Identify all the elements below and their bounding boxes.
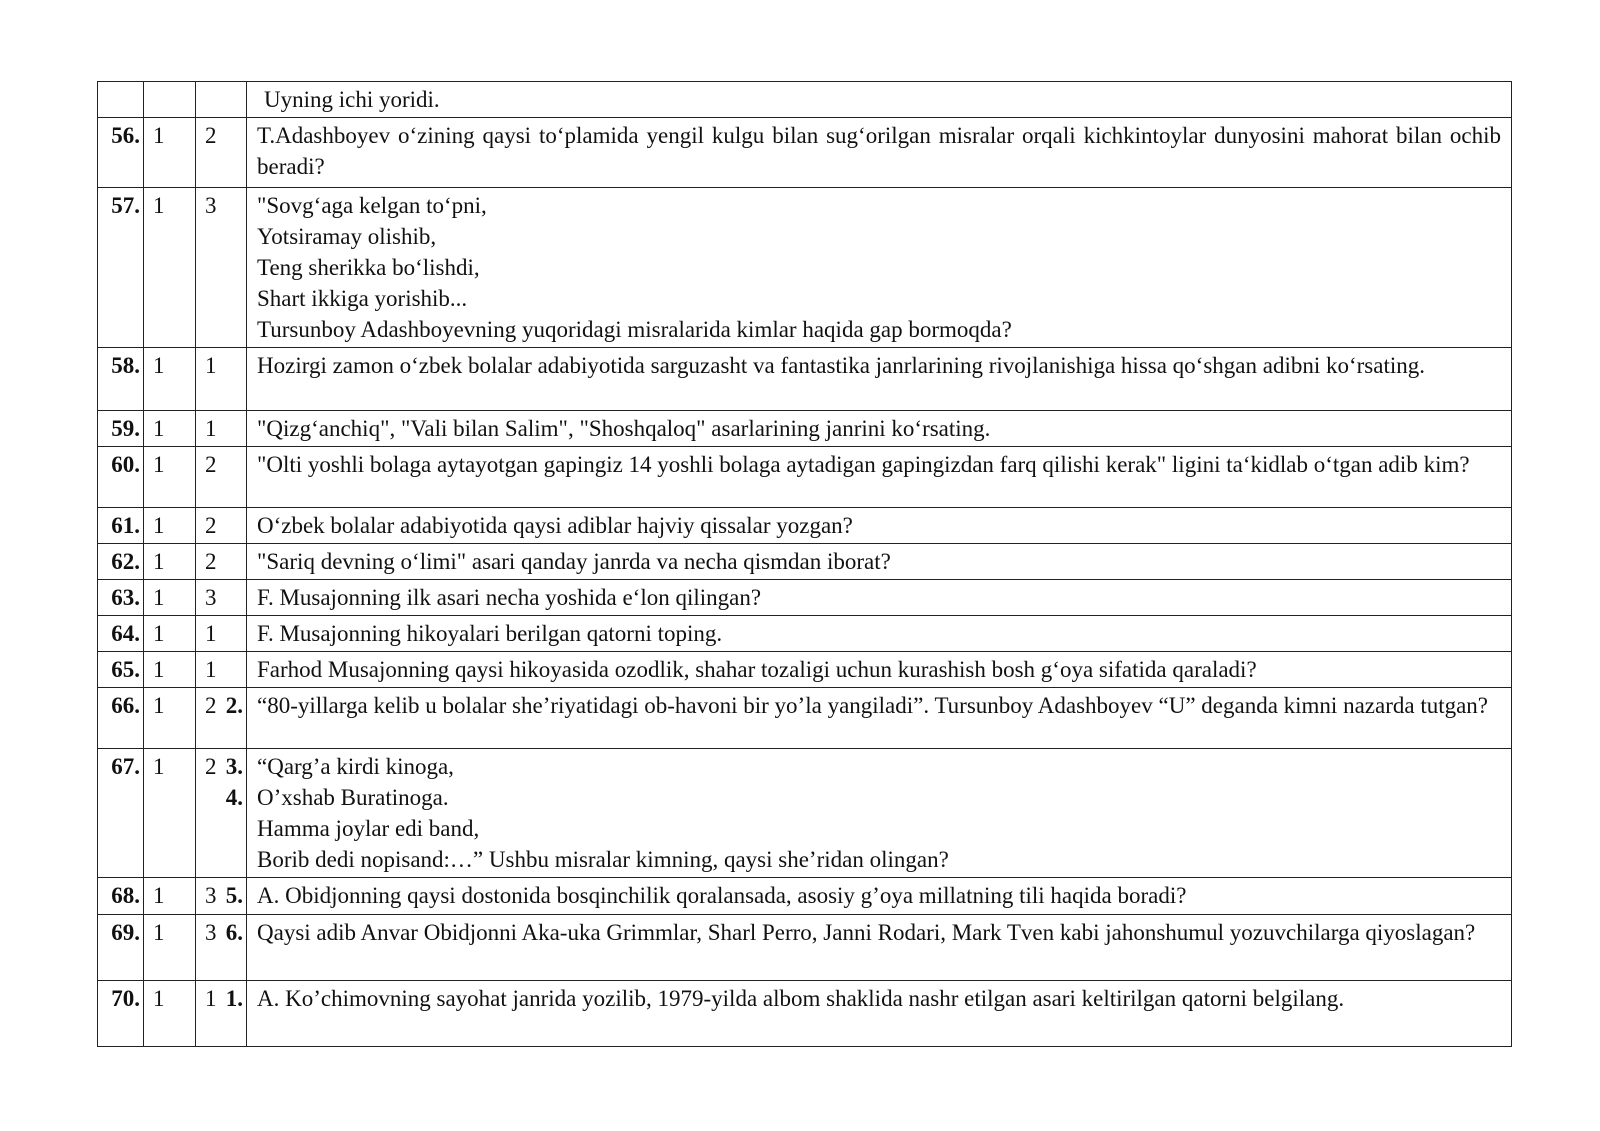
question-level: 1 [144,688,196,749]
question-difficulty-cell [196,118,247,188]
question-text-cell [247,915,1512,981]
question-text-cell [247,411,1512,447]
question-text: F. Musajonning ilk asari necha yoshida e‘lon qilingan? [257,585,762,610]
list-marker: 3. [225,754,243,779]
table-row [98,580,1512,616]
question-number: 58. [98,348,144,411]
question-difficulty: 1 [205,986,217,1011]
table-row [98,82,1512,118]
question-number: 60. [98,447,144,508]
question-text-cell [247,580,1512,616]
question-difficulty-cell [196,447,247,508]
table-row [98,508,1512,544]
question-text: Farhod Musajonning qaysi hikoyasida ozodlik, shahar tozaligi uchun kurashish bosh g‘oya sifatida qaraladi? [257,657,1257,682]
question-level: 1 [144,447,196,508]
question-level: 1 [144,981,196,1047]
question-text-cell [247,447,1512,508]
question-difficulty: 1 [205,416,217,441]
question-difficulty-cell [196,544,247,580]
question-number: 66. [98,688,144,749]
question-line: Borib dedi nopisand:…” Ushbu misralar kimning, qaysi she’ridan olingan? [257,847,949,872]
question-line: Tursunboy Adashboyevning yuqoridagi misralarida kimlar haqida gap bormoqda? [257,317,1012,342]
question-difficulty: 1 [205,621,217,646]
question-level: 1 [144,348,196,411]
question-text-cell [247,82,1512,118]
question-line: Yotsiramay olishib, [257,224,437,249]
table-row [98,652,1512,688]
question-number: 65. [98,652,144,688]
question-number: 64. [98,616,144,652]
question-level: 1 [144,118,196,188]
question-text-cell [247,118,1512,188]
question-text: T.Adashboyev o‘zining qaysi to‘plamida yengil kulgu bilan sug‘orilgan misralar orqali kichkintoylar dunyosini mahorat bilan ochib beradi? [257,123,1501,179]
question-level: 1 [144,411,196,447]
question-difficulty-cell [196,915,247,981]
question-text: O‘zbek bolalar adabiyotida qaysi adiblar hajviy qissalar yozgan? [257,513,853,538]
question-number: 59. [98,411,144,447]
question-number: 68. [98,878,144,915]
question-number: 63. [98,580,144,616]
question-text-cell [247,544,1512,580]
question-line: “Qarg’a kirdi kinoga, [257,754,454,779]
table-row [98,447,1512,508]
question-difficulty-cell [196,348,247,411]
table-row [98,348,1512,411]
question-text-cell [247,749,1512,878]
question-text: “80-yillarga kelib u bolalar she’riyatidagi ob-havoni bir yo’la yangiladi”. Tursunboy Adashboyev “U” deganda kimni nazarda tutgan? [257,693,1489,718]
question-line: O’xshab Buratinoga. [257,785,449,810]
question-difficulty-cell [196,580,247,616]
question-text-cell [247,348,1512,411]
question-difficulty-cell [196,749,247,878]
table-row [98,915,1512,981]
questions-table-body [98,82,1512,1047]
question-level: 1 [144,508,196,544]
question-difficulty: 3 [205,883,217,908]
table-row [98,981,1512,1047]
question-level: 1 [144,188,196,348]
question-text-cell [247,188,1512,348]
question-difficulty: 2 [205,513,217,538]
question-level: 1 [144,652,196,688]
question-difficulty-cell [196,878,247,915]
question-difficulty: 3 [205,920,217,945]
question-text: "Olti yoshli bolaga aytayotgan gapingiz 14 yoshli bolaga aytadigan gapingizdan farq qilishi kerak" ligini ta‘kidlab o‘tgan adib kim? [257,452,1470,477]
question-text-cell [247,652,1512,688]
question-difficulty: 3 [205,193,217,218]
question-difficulty-cell [196,981,247,1047]
question-number: 69. [98,915,144,981]
question-text: "Sariq devning o‘limi" asari qanday janrda va necha qismdan iborat? [257,549,891,574]
question-level: 1 [144,749,196,878]
table-row [98,118,1512,188]
question-text: A. Obidjonning qaysi dostonida bosqinchilik qoralansada, asosiy g’oya millatning tili haqida boradi? [257,883,1187,908]
question-level: 1 [144,544,196,580]
question-level: 1 [144,915,196,981]
question-line: "Sovg‘aga kelgan to‘pni, [257,193,487,218]
question-line: Hamma joylar edi band, [257,816,480,841]
question-difficulty-cell [196,188,247,348]
question-difficulty: 3 [205,585,217,610]
question-level: 1 [144,580,196,616]
question-number: 62. [98,544,144,580]
question-text-cell [247,688,1512,749]
question-text: A. Ko’chimovning sayohat janrida yozilib, 1979-yilda albom shaklida nashr etilgan asari keltirilgan qatorni belgilang. [257,986,1345,1011]
question-difficulty: 2 [205,693,217,718]
question-difficulty: 1 [205,353,217,378]
list-marker: 2. [225,693,243,718]
question-text-cell [247,508,1512,544]
question-difficulty: 2 [205,123,217,148]
table-row [98,411,1512,447]
list-marker: 1. [225,986,243,1011]
question-difficulty: 2 [205,549,217,574]
question-difficulty-cell [196,688,247,749]
question-text-cell [247,878,1512,915]
table-row [98,688,1512,749]
question-line: Shart ikkiga yorishib... [257,286,468,311]
question-difficulty: 2 [205,452,217,477]
question-number: 61. [98,508,144,544]
questions-table [97,81,1512,1047]
question-text: Hozirgi zamon o‘zbek bolalar adabiyotida sarguzasht va fantastika janrlarining rivojlanishiga hissa qo‘shgan adibni ko‘rsating. [257,353,1425,378]
question-difficulty-cell [196,411,247,447]
question-level: 1 [144,878,196,915]
question-line: Uyning ichi yoridi. [264,87,440,112]
question-difficulty-cell [196,508,247,544]
list-marker: 5. [225,883,243,908]
question-text-cell [247,981,1512,1047]
question-number: 70. [98,981,144,1047]
list-marker: 6. [225,920,243,945]
table-row [98,749,1512,878]
table-row [98,544,1512,580]
table-row [98,878,1512,915]
question-text: F. Musajonning hikoyalari berilgan qatorni toping. [257,621,723,646]
table-row [98,188,1512,348]
question-text: "Qizg‘anchiq", "Vali bilan Salim", "Shoshqaloq" asarlarining janrini ko‘rsating. [257,416,991,441]
question-level: 1 [144,616,196,652]
question-text: Qaysi adib Anvar Obidjonni Aka-uka Grimmlar, Sharl Perro, Janni Rodari, Mark Tven kabi jahonshumul yozuvchilarga qiyoslagan? [257,920,1476,945]
question-level [144,82,196,118]
question-text-cell [247,616,1512,652]
question-number: 67. [98,749,144,878]
question-number [98,82,144,118]
question-number: 57. [98,188,144,348]
list-marker: 4. [225,785,243,810]
question-difficulty-cell [196,82,247,118]
question-difficulty-cell [196,652,247,688]
question-line: Teng sherikka bo‘lishdi, [257,255,480,280]
question-number: 56. [98,118,144,188]
question-difficulty-cell [196,616,247,652]
question-difficulty: 1 [205,657,217,682]
table-row [98,616,1512,652]
question-difficulty: 2 [205,754,217,779]
